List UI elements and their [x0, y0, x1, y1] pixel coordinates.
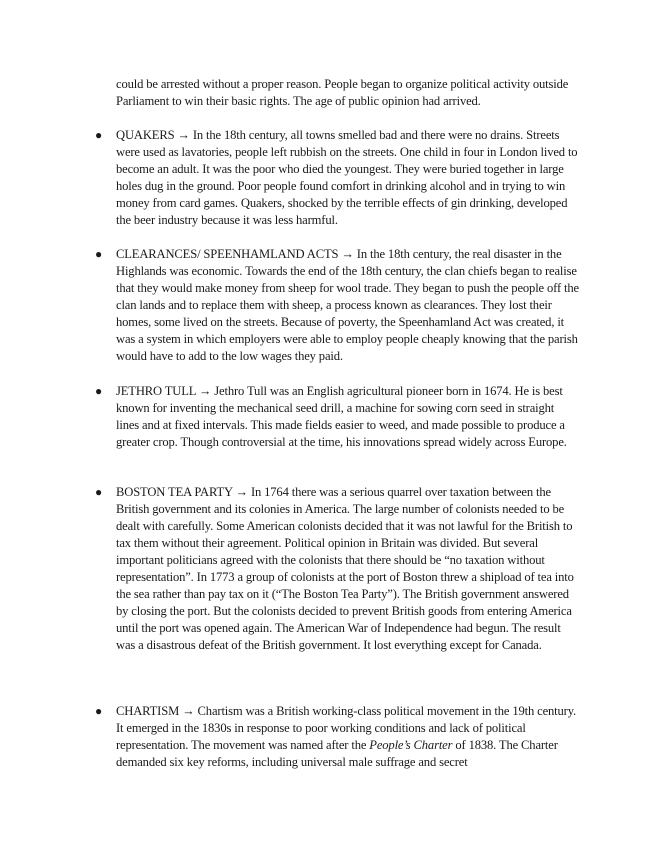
- bullet-icon: ●: [95, 384, 103, 398]
- chartism-text-before: CHARTISM → Chartism was a British working-class political movement in the 19th century. It emerged in the 1830s in response to poor working conditions and lack of political representation. The movement was named after the: [116, 704, 577, 752]
- chartism-text-after: of 1838. The Charter demanded six key reforms, including universal male suffrage and secret: [116, 738, 558, 769]
- bullet-icon: ●: [95, 247, 103, 261]
- peoples-charter-italic: People’s Charter: [369, 738, 453, 752]
- boston-tea-party-paragraph: BOSTON TEA PARTY → In 1764 there was a serious quarrel over taxation between the British government and its colonies in America. The large number of colonists needed to be dealt with carefully. Some American colonists decided that it was not lawful for the British to tax them without their agreement. Political opinion in Britain was divided. But several important politicians agreed with the colonists that there should be “no taxation without representation”. In 1773 a group of colonists at the port of Boston threw a shipload of tea into the sea rather than pay tax on it (“The Boston Tea Party”). The British government answered by closing the port. But the colonists decided to prevent British goods from entering America until the port was opened again. The American War of Independence had begun. The result was a disastrous defeat of the British government. It lost everything except for Canada.: [116, 485, 574, 652]
- bullet-icon: ●: [95, 128, 103, 142]
- jethro-tull-paragraph: JETHRO TULL → Jethro Tull was an English agricultural pioneer born in 1674. He is best known for inventing the mechanical seed drill, a machine for sowing corn seed in straight lines and at fixed intervals. This made fields easier to weed, and made possible to produce a greater crop. Though controversial at the time, his innovations spread widely across Europe.: [116, 384, 567, 449]
- bullet-icon: ●: [95, 704, 103, 718]
- chartism-paragraph: [116, 703, 580, 771]
- quakers-paragraph: QUAKERS → In the 18th century, all towns smelled bad and there were no drains. Streets were used as lavatories, people left rubbish on the streets. One child in four in London lived to become an adult. It was the poor who died the youngest. They were buried together in large holes dug in the ground. Poor people found comfort in drinking alcohol and in trying to win money from card games. Quakers, shocked by the terrible effects of gin drinking, developed the beer industry because it was less harmful.: [116, 128, 578, 227]
- clearances-paragraph: CLEARANCES/ SPEENHAMLAND ACTS → In the 18th century, the real disaster in the Highlands was economic. Towards the end of the 18th century, the clan chiefs began to realise that they would make money from sheep for wool trade. They began to push the people off the clan lands and to replace them with sheep, a process known as clearances. They lost their homes, some lived on the streets. Because of poverty, the Speenhamland Act was created, it was a system in which employers were able to employ people cheaply knowing that the parish would have to add to the low wages they paid.: [116, 247, 579, 363]
- bullet-icon: ●: [95, 485, 103, 499]
- continuation-paragraph: could be arrested without a proper reason. People began to organize political activity outside Parliament to win their basic rights. The age of public opinion had arrived.: [116, 77, 569, 108]
